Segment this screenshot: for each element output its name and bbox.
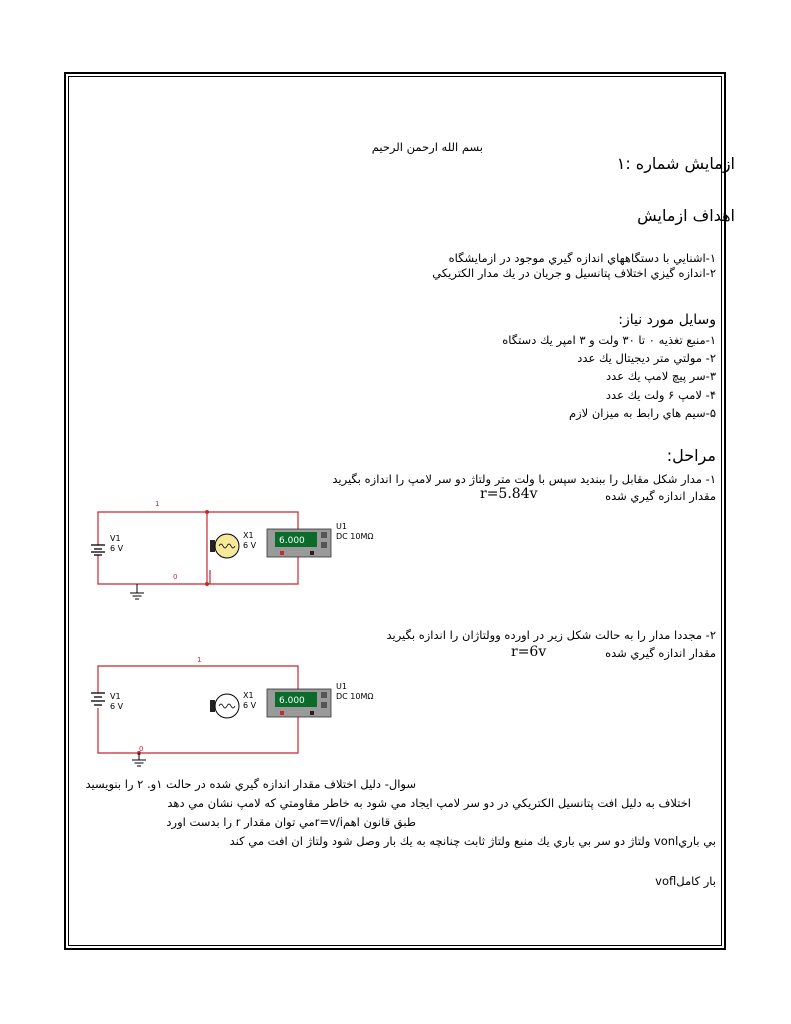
node-label-bottom: 0 [139, 745, 144, 753]
answer-line: بي باريvonl ولتاژ دو سر بي باري يك منبع ولتاژ ثابت چنانچه به يك بار وصل شود ولتاژ ان افت مي كند [229, 834, 716, 848]
question-prompt: سوال- دليل اختلاف مقدار اندازه گيري شده در حالت ۱و. ۲ را بنويسيد [85, 777, 416, 791]
objective-item: ۱-اشنايي با دستگاههاي اندازه گيري موجود در ازمايشگاه [448, 251, 716, 265]
lamp-icon [210, 534, 239, 558]
lamp-name: X1 [243, 691, 254, 700]
lamp-value: 6 V [243, 541, 257, 550]
circuit-diagram-2 [85, 655, 374, 770]
equipment-item: ۴- لامپ ۶ ولت يك عدد [605, 388, 716, 402]
circuit-diagram-1 [85, 495, 374, 607]
ground-icon [130, 584, 144, 599]
node-label-bottom: 0 [173, 573, 178, 581]
answer-line: طبق قانون اهمr=v/iمي توان مقدار r را بدست اورد [166, 815, 416, 829]
source-value: 6 V [110, 544, 124, 553]
ground-icon [132, 753, 146, 766]
equipment-item: ۳-سر پيچ لامپ يك عدد [606, 369, 716, 383]
meter-reading: 6.000 [279, 536, 305, 546]
node-label-top: 1 [155, 500, 160, 508]
answer-line: بار كاملvofl [655, 874, 716, 888]
experiment-title: ازمايش شماره :۱ [616, 154, 735, 173]
step1-measured-value: r=5.84v [480, 486, 538, 502]
meter-name: U1 [336, 522, 347, 531]
step1-instruction: ۱- مدار شكل مقابل را ببنديد سپس با ولت متر ولتاژ دو سر لامپ را اندازه بگيريد [332, 472, 716, 486]
lamp-value: 6 V [243, 701, 257, 710]
objective-item: ۲-اندازه گيزي اختلاف پتانسيل و جريان در يك مدار الكتريكي [432, 266, 716, 280]
equipment-item: ۱-منبع تغذيه ۰ تا ۳۰ ولت و ۳ امپر يك دستگاه [502, 333, 716, 347]
meter-mode: DC 10MΩ [336, 532, 374, 541]
equipment-item: ۵-سيم هاي رابط به ميزان لازم [568, 406, 716, 420]
lamp-name: X1 [243, 531, 254, 540]
step1-measured-label: مقدار اندازه گيري شده [605, 489, 716, 503]
meter-name: U1 [336, 682, 347, 691]
answer-line: اختلاف به دليل افت پتانسيل الكتريكي در دو سر لامپ ايجاد مي شود به خاطر مقاومتي كه لامپ نشان مي دهد [167, 796, 691, 810]
bismillah: بسم الله ارحمن الرحيم [371, 140, 483, 154]
source-name: V1 [110, 692, 121, 701]
meter-reading: 6.000 [279, 696, 305, 706]
step2-measured-value: r=6v [511, 644, 547, 660]
battery-icon [91, 693, 105, 705]
source-value: 6 V [110, 702, 124, 711]
step2-measured-label: مقدار اندازه گيري شده [605, 646, 716, 660]
source-name: V1 [110, 534, 121, 543]
battery-icon [91, 545, 105, 555]
meter-mode: DC 10MΩ [336, 692, 374, 701]
step2-instruction: ۲- مجددا مدار را به حالت شكل زير در اورده وولتاژان را اندازه بگيريد [386, 628, 716, 642]
objectives-heading: اهداف ازمايش [637, 206, 735, 225]
equipment-heading: وسايل مورد نياز: [618, 312, 716, 328]
lamp-icon [210, 694, 239, 718]
equipment-item: ۲- مولتي متر ديجيتال يك عدد [577, 351, 716, 365]
node-label-top: 1 [197, 656, 202, 664]
steps-heading: مراحل: [666, 446, 716, 465]
